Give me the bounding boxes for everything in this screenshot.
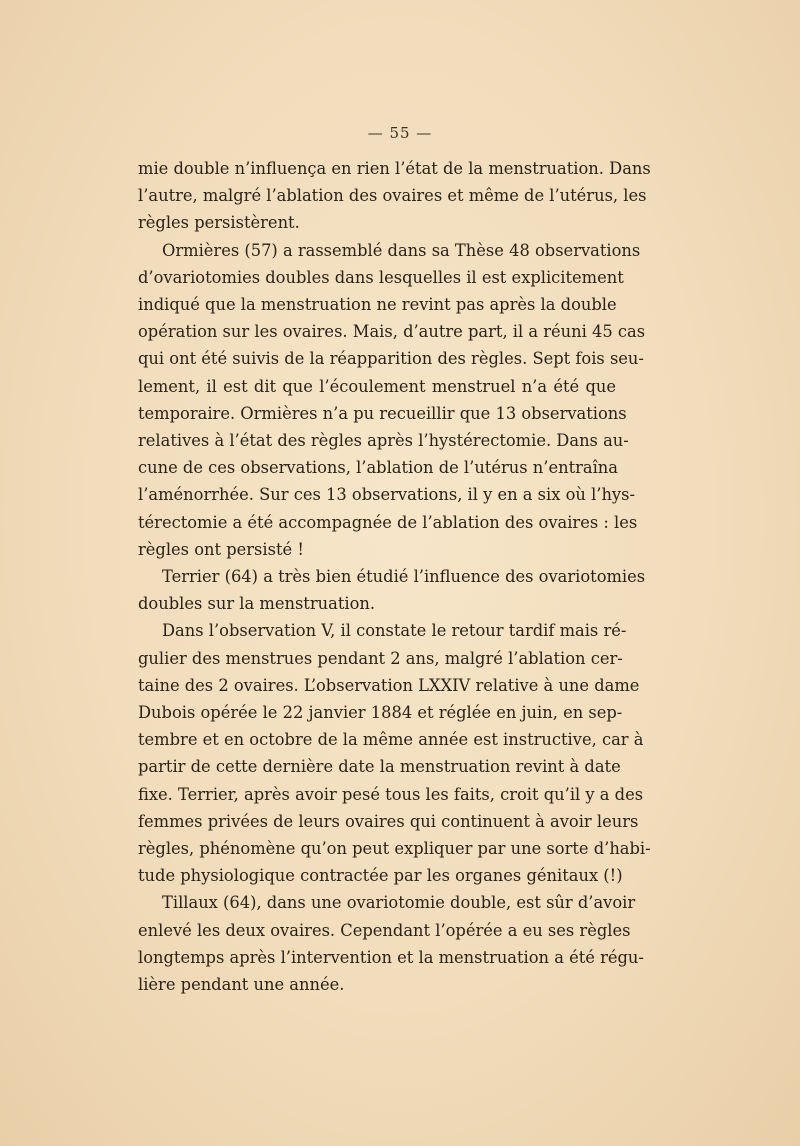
text-line: gulier des menstrues pendant 2 ans, malgré l’ablation cer- — [138, 648, 623, 668]
text-line: règles, phénomène qu’on peut expliquer par une sorte d’habi- — [138, 839, 651, 859]
text-line: cune de ces observations, l’ablation de l’utérus n’entraîna — [138, 458, 618, 478]
text-line: mie double n’influença en rien l’état de la menstruation. Dans — [138, 159, 651, 178]
text-line: lière pendant une année. — [138, 975, 345, 995]
text-line: indiqué que la menstruation ne revint pas après la double — [138, 295, 617, 315]
text-line: règles persistèrent. — [138, 213, 300, 233]
text-line: Ormières (57) a rassemblé dans sa Thèse 48 observations — [162, 240, 641, 260]
text-line: doubles sur la menstruation. — [138, 594, 376, 614]
page-number: — 55 — — [367, 124, 433, 142]
text-line: partir de cette dernière date la menstruation revint à date — [138, 757, 621, 777]
text-line: règles ont persisté ! — [138, 539, 304, 559]
text-line: d’ovariotomies doubles dans lesquelles il est explicitement — [138, 267, 624, 287]
text-line: tude physiologique contractée par les organes génitaux (!) — [138, 866, 623, 886]
text-line: Terrier (64) a très bien étudié l’influence des ovariotomies — [162, 567, 646, 587]
text-line: relatives à l’état des règles après l’hystérectomie. Dans au- — [138, 431, 629, 451]
text-line: lement, il est dit que l’écoulement menstruel n’a été que — [138, 376, 616, 396]
text-line: fixe. Terrier, après avoir pesé tous les faits, croit qu’il y a des — [138, 784, 644, 804]
text-line: femmes privées de leurs ovaires qui continuent à avoir leurs — [138, 811, 639, 831]
text-line: Dubois opérée le 22 janvier 1884 et réglée en juin, en sep- — [138, 703, 623, 723]
text-line: Dans l’observation V, il constate le retour tardif mais ré- — [162, 621, 627, 641]
text-line: longtemps après l’intervention et la menstruation a été régu- — [138, 947, 644, 967]
text-line: enlevé les deux ovaires. Cependant l’opérée a eu ses règles — [138, 920, 631, 940]
text-line: qui ont été suivis de la réapparition des règles. Sept fois seu- — [138, 349, 644, 369]
text-line: taine des 2 ovaires. L’observation LXXIV relative à une dame — [138, 675, 640, 695]
text-line: temporaire. Ormières n’a pu recueillir que 13 observations — [138, 403, 627, 423]
text-line: l’aménorrhée. Sur ces 13 observations, il y en a six où l’hys- — [138, 485, 635, 505]
body-text — [138, 155, 651, 998]
text-line: tembre et en octobre de la même année est instructive, car à — [138, 730, 644, 750]
text-line: Tillaux (64), dans une ovariotomie double, est sûr d’avoir — [162, 893, 636, 913]
text-line: térectomie a été accompagnée de l’ablation des ovaires : les — [138, 512, 638, 532]
text-line: opération sur les ovaires. Mais, d’autre part, il a réuni 45 cas — [138, 322, 646, 342]
text-line: l’autre, malgré l’ablation des ovaires et même de l’utérus, les — [138, 186, 647, 206]
